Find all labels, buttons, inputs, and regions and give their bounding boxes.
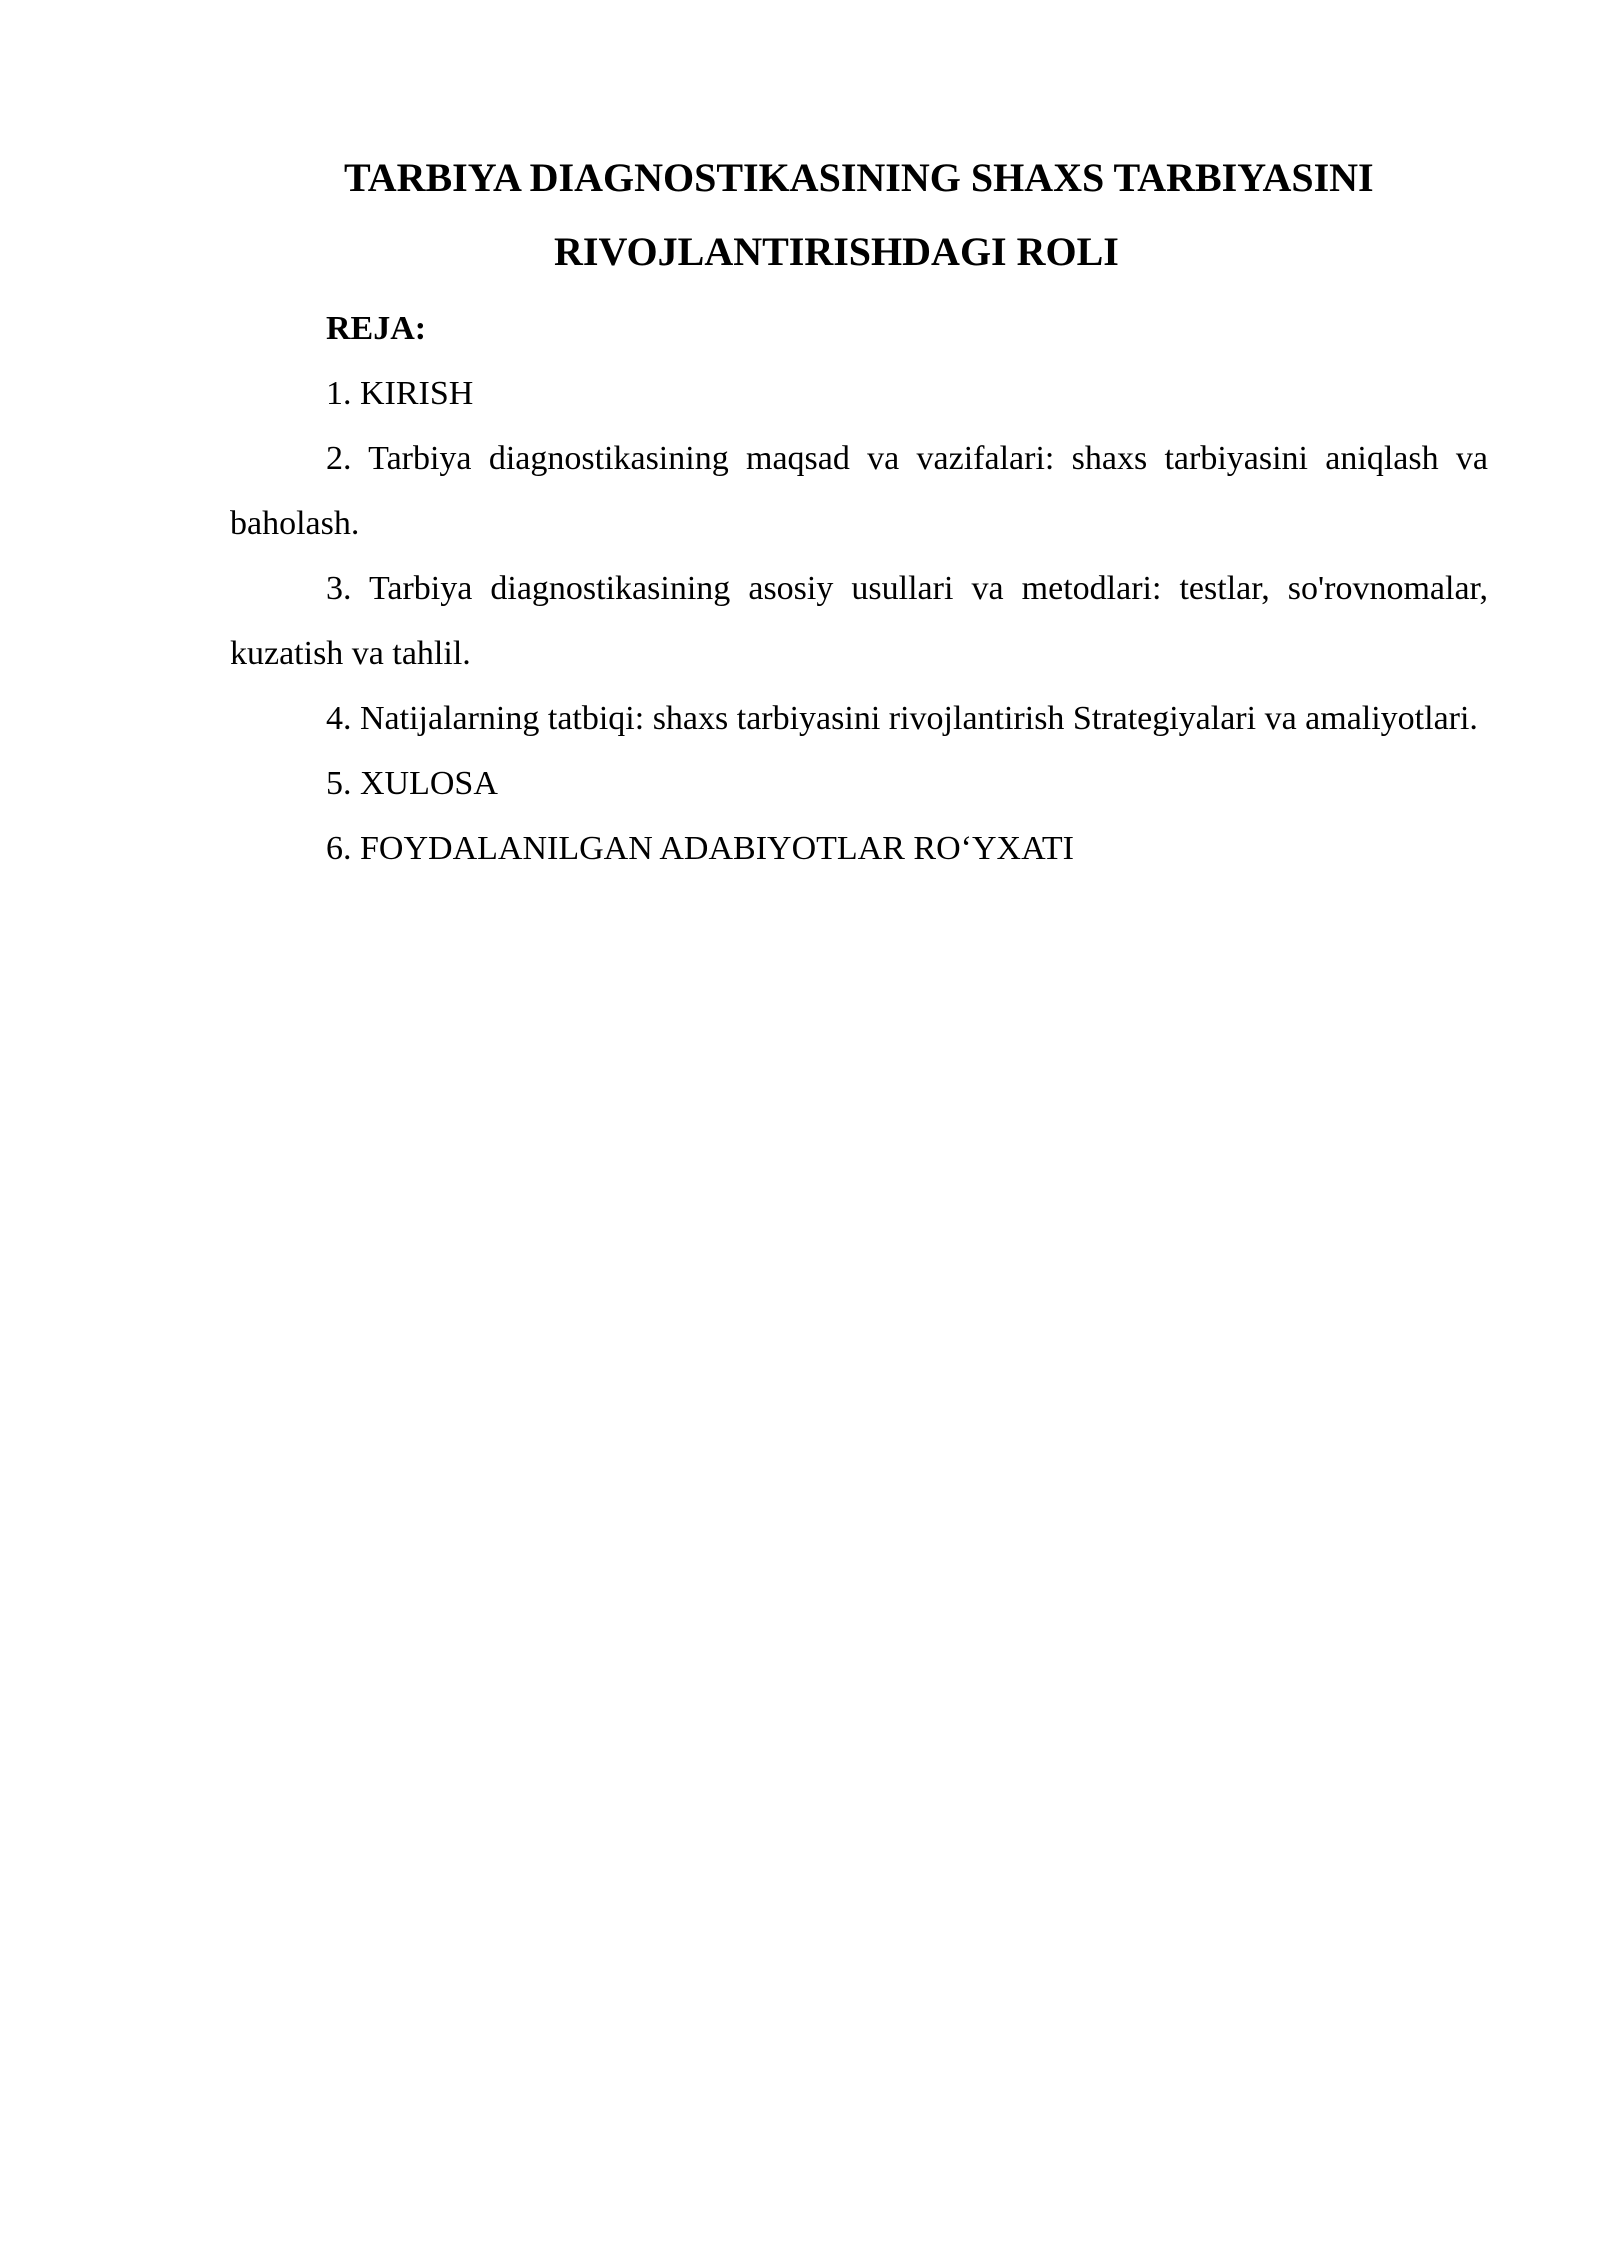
plan-item-3: 3. Tarbiya diagnostikasining asosiy usullari va metodlari: testlar, so'rovnomalar, kuzatish va tahlil. xyxy=(230,570,1488,672)
document-title-line-2: RIVOJLANTIRISHDAGI ROLI xyxy=(554,229,1119,274)
plan-item-2: 2. Tarbiya diagnostikasining maqsad va vazifalari: shaxs tarbiyasini aniqlash va baholash. xyxy=(230,440,1488,542)
plan-item-5: 5. XULOSA xyxy=(326,765,498,802)
plan-item-1: 1. KIRISH xyxy=(326,375,474,412)
document-title-line-1: TARBIYA DIAGNOSTIKASINING SHAXS TARBIYASINI xyxy=(344,155,1374,200)
plan-heading: REJA: xyxy=(326,310,427,347)
plan-item-6: 6. FOYDALANILGAN ADABIYOTLAR RO‘YXATI xyxy=(326,830,1074,867)
plan-section xyxy=(230,296,1488,881)
plan-item-4: 4. Natijalarning tatbiqi: shaxs tarbiyasini rivojlantirish Strategiyalari va amaliyotlari. xyxy=(326,700,1478,737)
